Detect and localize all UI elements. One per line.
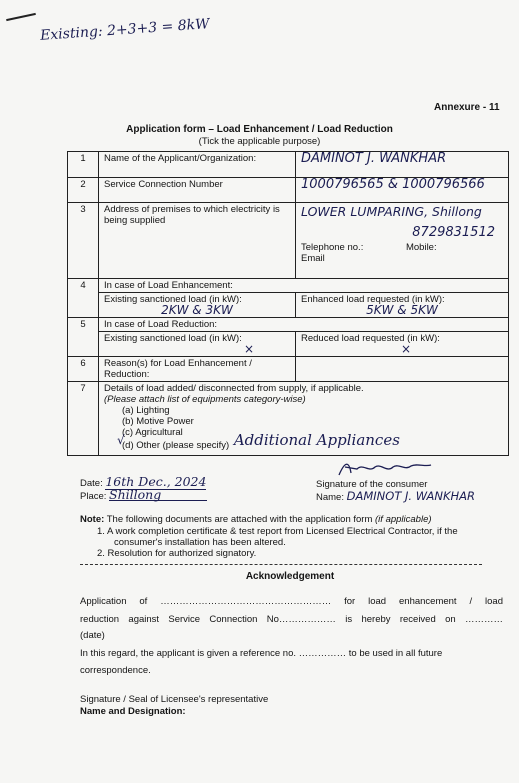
enhancement-heading: In case of Load Enhancement: bbox=[99, 279, 509, 293]
reduced-load-label: Reduced load requested (in kW): bbox=[301, 333, 440, 344]
ack-para-2b: correspondence. bbox=[80, 665, 151, 676]
address-label: Address of premises to which electricity is being supplied bbox=[99, 203, 296, 279]
reduction-heading: In case of Load Reduction: bbox=[99, 318, 509, 332]
form-subtitle: (Tick the applicable purpose) bbox=[198, 136, 321, 147]
place-line bbox=[80, 489, 207, 502]
consumer-name-label: Name: bbox=[316, 492, 344, 503]
ack-para-1b: reduction against Service Connection No……………… is hereby received on ………… bbox=[80, 614, 503, 625]
address-value: LOWER LUMPARING, Shillong bbox=[301, 204, 482, 219]
note-text: The following documents are attached with the application form bbox=[106, 514, 373, 525]
consumer-signature-label: Signature of the consumer bbox=[316, 479, 428, 490]
date-label: Date: bbox=[80, 478, 103, 489]
mobile-label: Mobile: bbox=[405, 242, 437, 253]
service-connection-value: 1000796565 & 1000796566 bbox=[301, 177, 485, 192]
load-details-label: Details of load added/ disconnected from supply, if applicable. bbox=[104, 383, 364, 394]
service-connection-label: Service Connection Number bbox=[99, 178, 296, 203]
table-row bbox=[68, 293, 509, 318]
table-row bbox=[68, 279, 509, 293]
existing-load-reduction-value: × bbox=[244, 342, 255, 356]
row-number: 5 bbox=[68, 318, 99, 357]
applicant-name-field[interactable] bbox=[296, 152, 509, 178]
annexure-label: Annexure - 11 bbox=[434, 102, 500, 113]
table-row bbox=[68, 332, 509, 357]
note-if-applicable: (if applicable) bbox=[375, 514, 432, 525]
contact-line bbox=[301, 242, 503, 253]
other-specified-value: Additional Appliances bbox=[233, 431, 400, 449]
option-agricultural[interactable]: (c) Agricultural bbox=[122, 427, 183, 438]
applicant-name-label: Name of the Applicant/Organization: bbox=[99, 152, 296, 178]
note-item-2: 2. Resolution for authorized signatory. bbox=[97, 548, 257, 559]
ack-signature-label: Signature / Seal of Licensee's representative bbox=[80, 694, 269, 705]
option-other-label: (d) Other (please specify) bbox=[122, 440, 230, 451]
ack-para-1c: (date) bbox=[80, 630, 105, 641]
ack-para-2a: In this regard, the applicant is given a reference no. …………… to be used in all future bbox=[80, 648, 443, 659]
option-motive-power[interactable]: (b) Motive Power bbox=[122, 416, 194, 427]
existing-load-reduction-field[interactable] bbox=[99, 332, 296, 357]
date-value[interactable]: 16th Dec., 2024 bbox=[105, 474, 207, 489]
ack-para-1a: Application of ……………………………………………… for load enhancement / load bbox=[80, 596, 503, 607]
address-field[interactable] bbox=[296, 203, 509, 279]
applicant-name-value: DAMINOT J. WANKHAR bbox=[301, 151, 447, 166]
email-label: Email bbox=[301, 253, 325, 264]
ack-title: Acknowledgement bbox=[245, 571, 335, 582]
existing-load-reduction-label: Existing sanctioned load (in kW): bbox=[104, 333, 242, 344]
row-number: 4 bbox=[68, 279, 99, 318]
enhanced-load-label: Enhanced load requested (in kW): bbox=[301, 294, 445, 305]
table-row bbox=[68, 357, 509, 382]
reason-field[interactable] bbox=[296, 357, 509, 382]
existing-load-field[interactable] bbox=[99, 293, 296, 318]
enhanced-load-value: 5KW & 5KW bbox=[366, 303, 438, 317]
ack-name-designation: Name and Designation: bbox=[80, 706, 186, 717]
existing-load-value: 2KW & 3KW bbox=[161, 303, 233, 317]
note-item-1a: 1. A work completion certificate & test report from Licensed Electrical Contractor, if the bbox=[97, 526, 458, 537]
application-form-table bbox=[67, 151, 509, 456]
table-row bbox=[68, 203, 509, 279]
table-row bbox=[68, 318, 509, 332]
option-lighting[interactable]: (a) Lighting bbox=[122, 405, 170, 416]
load-details-note: (Please attach list of equipments category-wise) bbox=[104, 394, 306, 405]
form-title: Application form – Load Enhancement / Load Reduction bbox=[126, 124, 393, 135]
note-item-1b: consumer's installation has been altered. bbox=[114, 537, 286, 548]
service-connection-field[interactable] bbox=[296, 178, 509, 203]
note-label: Note: bbox=[80, 514, 105, 525]
reduced-load-value: × bbox=[401, 342, 412, 356]
table-row bbox=[68, 382, 509, 456]
row-number: 1 bbox=[68, 152, 99, 178]
row-number: 6 bbox=[68, 357, 99, 382]
reduced-load-field[interactable] bbox=[296, 332, 509, 357]
margin-stroke bbox=[6, 13, 36, 21]
table-row bbox=[68, 152, 509, 178]
load-details-cell bbox=[99, 382, 509, 456]
place-label: Place: bbox=[80, 491, 107, 502]
row-number: 2 bbox=[68, 178, 99, 203]
header-handwritten-note: Existing: 2+3+3 = 8kW bbox=[39, 16, 210, 44]
place-value[interactable]: Shillong bbox=[109, 489, 207, 501]
consumer-signature bbox=[335, 457, 435, 481]
enhanced-load-field[interactable] bbox=[296, 293, 509, 318]
consumer-name-line bbox=[316, 491, 475, 503]
reason-label: Reason(s) for Load Enhancement / Reduction: bbox=[99, 357, 296, 382]
phone-handwritten: 8729831512 bbox=[412, 225, 495, 240]
telephone-label: Telephone no.: bbox=[301, 242, 364, 253]
table-row bbox=[68, 178, 509, 203]
dashed-divider bbox=[80, 564, 482, 565]
note-line bbox=[80, 514, 432, 525]
tick-mark: √ bbox=[117, 433, 125, 447]
existing-load-label: Existing sanctioned load (in kW): bbox=[104, 294, 242, 305]
row-number: 3 bbox=[68, 203, 99, 279]
row-number: 7 bbox=[68, 382, 99, 456]
consumer-name-value[interactable]: DAMINOT J. WANKHAR bbox=[346, 489, 476, 503]
